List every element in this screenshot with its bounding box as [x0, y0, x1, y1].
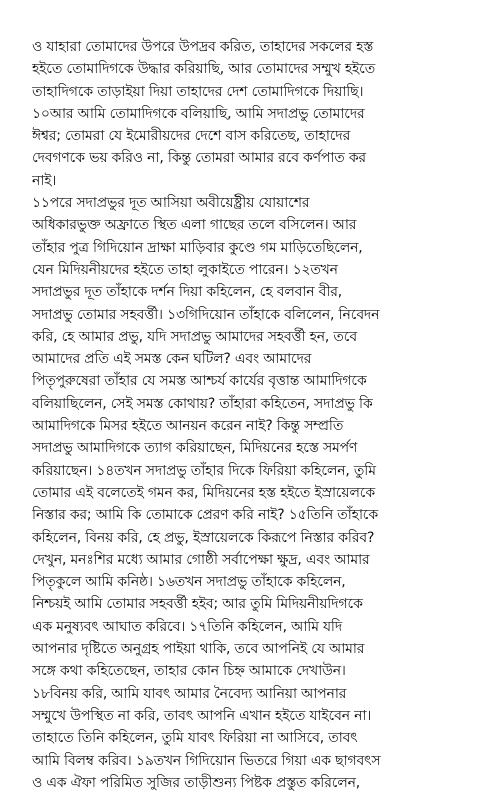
- text-line: সদাপ্রভুর দূত তাঁহাকে দর্শন দিয়া কহিলেন, হে বলবান বীর,: [32, 284, 343, 301]
- text-line: বলিয়াছিলেন, সেই সমস্ত কোথায়? তাঁহারা কহিতেন, সদাপ্রভু কি: [32, 395, 373, 412]
- text-line: সদাপ্রভু তোমার সহবর্ত্তী। ১৩গিদিয়োন তাঁহাকে বলিলেন, নিবেদন: [32, 306, 380, 323]
- text-line: নিস্তার কর; আমি কি তোমাকে প্রেরণ করি নাই? ১৫তিনি তাঁহাকে: [32, 507, 379, 524]
- text-line: পিতৃকুলে আমি কনিষ্ঠ। ১৬তখন সদাপ্রভু তাঁহাকে কহিলেন,: [32, 574, 346, 591]
- text-line: অধিকারভুক্ত অফ্রাতে স্থিত এলা গাছের তলে বসিলেন। আর: [32, 217, 357, 234]
- text-line: ১৮বিনয় করি, আমি যাবৎ আমার নৈবেদ্য আনিয়া আপনার: [32, 685, 347, 702]
- text-line: কহিলেন, বিনয় করি, হে প্রভু, ইস্রায়েলকে কিরূপে নিস্তার করিব?: [32, 529, 375, 546]
- text-line: নিশ্চয়ই আমি তোমার সহবর্ত্তী হইব; আর তুমি মিদিয়নীয়দিগকে: [32, 596, 363, 613]
- text-line: যেন মিদিয়নীয়দের হইতে তাহা লুকাইতে পারেন। ১২তখন: [32, 261, 338, 278]
- text-line: ১১পরে সদাপ্রভুর দূত আসিয়া অবীয়েষ্ট্রীয় যোয়াশের: [32, 195, 310, 212]
- text-line: নাই।: [32, 172, 57, 189]
- text-line: তোমার এই বলেতেই গমন কর, মিদিয়নের হস্ত হইতে ইস্রায়েলকে: [32, 484, 375, 501]
- text-line: করি, হে আমার প্রভু, যদি সদাপ্রভু আমাদের সহবর্ত্তী হন, তবে: [32, 328, 357, 345]
- text-line: ১০আর আমি তোমাদিগকে বলিয়াছি, আমি সদাপ্রভু তোমাদের: [32, 105, 365, 122]
- text-line: সদাপ্রভু আমাদিগকে ত্যাগ করিয়াছেন, মিদিয়নের হস্তে সমর্পণ: [32, 440, 358, 457]
- text-line: ঈশ্বর; তোমরা যে ইমোরীয়দের দেশে বাস করিতেছ, তাহাদের: [32, 128, 351, 145]
- text-line: পিতৃপুরুষেরা তাঁহার যে সমস্ত আশ্চর্য কার্যের বৃত্তান্ত আমাদিগকে: [32, 373, 367, 390]
- text-line: তাহাতে তিনি কহিলেন, তুমি যাবৎ ফিরিয়া না আসিবে, তাবৎ: [32, 730, 358, 747]
- text-line: ও যাহারা তোমাদের উপরে উপদ্রব করিত, তাহাদের সকলের হস্ত: [32, 39, 374, 55]
- text-line: দেবগণকে ভয় করিও না, কিন্তু তোমরা আমার রবে কর্ণপাত কর: [32, 150, 366, 167]
- text-line: আমাদিগকে মিসর হইতে আনয়ন করেন নাই? কিন্তু সম্প্রতি: [32, 418, 344, 435]
- scripture-text: [32, 36, 462, 794]
- text-line: ও এক ঐফা পরিমিত সুজির তাড়ীশুন্য পিষ্টক প্রস্তুত করিলেন,: [32, 774, 360, 791]
- text-line: তাহাদিগকে তাড়াইয়া দিয়া তাহাদের দেশ তোমাদিগকে দিয়াছি।: [32, 83, 364, 100]
- text-line: সম্মুখে উপস্থিত না করি, তাবৎ আপনি এখান হইতে যাইবেন না।: [32, 707, 372, 724]
- text-line: সঙ্গে কথা কহিতেছেন, তাহার কোন চিহ্ন আমাকে দেখাউন।: [32, 663, 346, 680]
- text-line: করিয়াছেন। ১৪তখন সদাপ্রভু তাঁহার দিকে ফিরিয়া কহিলেন, তুমি: [32, 462, 376, 479]
- text-line: তাঁহার পুত্র গিদিয়োন দ্রাক্ষা মাড়িবার কুণ্ডে গম মাড়িতেছিলেন,: [32, 239, 363, 256]
- text-line: আপনার দৃষ্টিতে অনুগ্রহ পাইয়া থাকি, তবে আপনিই যে আমার: [32, 641, 365, 658]
- text-line: দেখুন, মনঃশির মধ্যে আমার গোষ্ঠী সর্বাপেক্ষা ক্ষুদ্র, এবং আমার: [32, 551, 370, 568]
- text-line: আমাদের প্রতি এই সমস্ত কেন ঘটিল? এবং আমাদের: [32, 351, 312, 368]
- text-line: হইতে তোমাদিগকে উদ্ধার করিয়াছি, আর তোমাদের সম্মুখ হইতে: [32, 61, 376, 78]
- text-line: আমি বিলম্ব করিব। ১৯তখন গিদিয়োন ভিতরে গিয়া এক ছাগবৎস: [32, 752, 381, 769]
- text-line: এক মনুষ্যবৎ আঘাত করিবে। ১৭তিনি কহিলেন, আমি যদি: [32, 618, 343, 635]
